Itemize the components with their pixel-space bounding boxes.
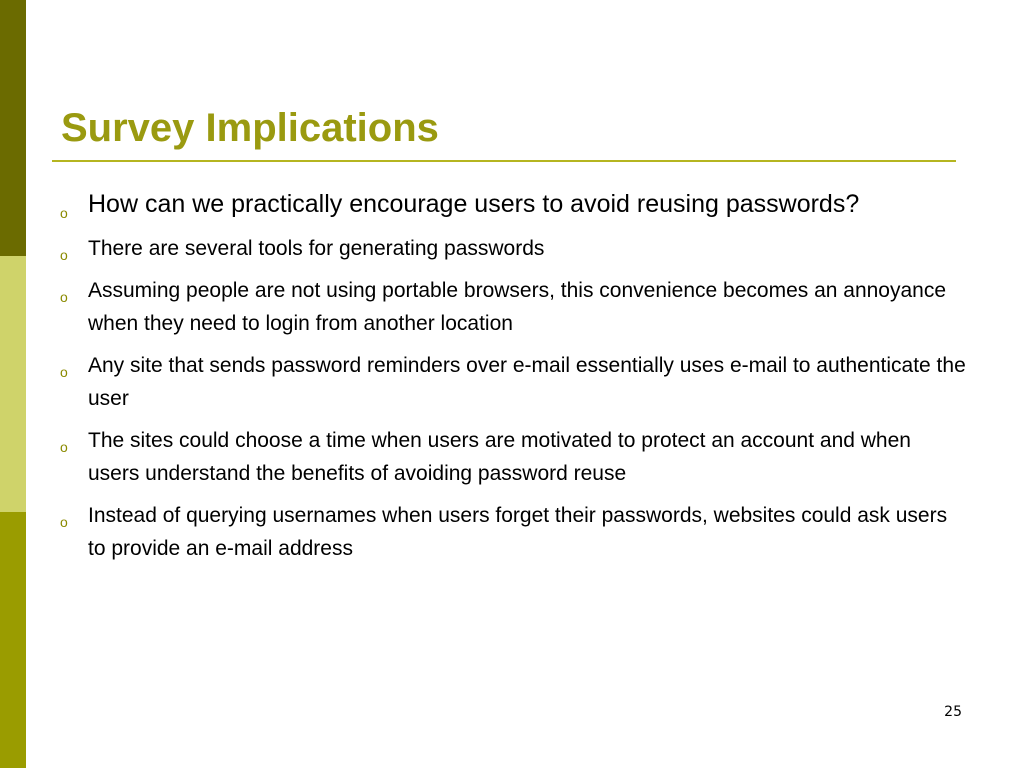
page-number: 25 [944,704,962,720]
slide-title: Survey Implications [61,106,439,150]
bullet-item [58,499,968,565]
bullet-item [58,186,968,223]
bullet-marker-icon: o [60,514,68,530]
bullet-text: The sites could choose a time when users are motivated to protect an account and when users understand the benefits of avoiding password reuse [88,429,911,485]
sidebar-band-olive [0,512,26,768]
title-divider [52,160,956,162]
bullet-marker-icon: o [60,439,68,455]
bullet-marker-icon: o [60,205,68,221]
bullet-text: How can we practically encourage users to avoid reusing passwords? [88,190,860,218]
bullet-text: Any site that sends password reminders over e-mail essentially uses e-mail to authenticate the user [88,354,966,410]
sidebar-band-dark [0,0,26,256]
bullet-item [58,274,968,340]
bullet-item [58,232,968,265]
bullet-marker-icon: o [60,364,68,380]
bullet-text: Assuming people are not using portable browsers, this convenience becomes an annoyance when they need to login from another location [88,279,947,335]
bullet-marker-icon: o [60,247,68,263]
bullet-list [58,186,968,574]
sidebar-band-light [0,256,26,512]
bullet-item [58,424,968,490]
bullet-text: Instead of querying usernames when users forget their passwords, websites could ask users to provide an e-mail address [88,504,948,560]
bullet-item [58,349,968,415]
bullet-text: There are several tools for generating passwords [88,237,545,260]
bullet-marker-icon: o [60,289,68,305]
